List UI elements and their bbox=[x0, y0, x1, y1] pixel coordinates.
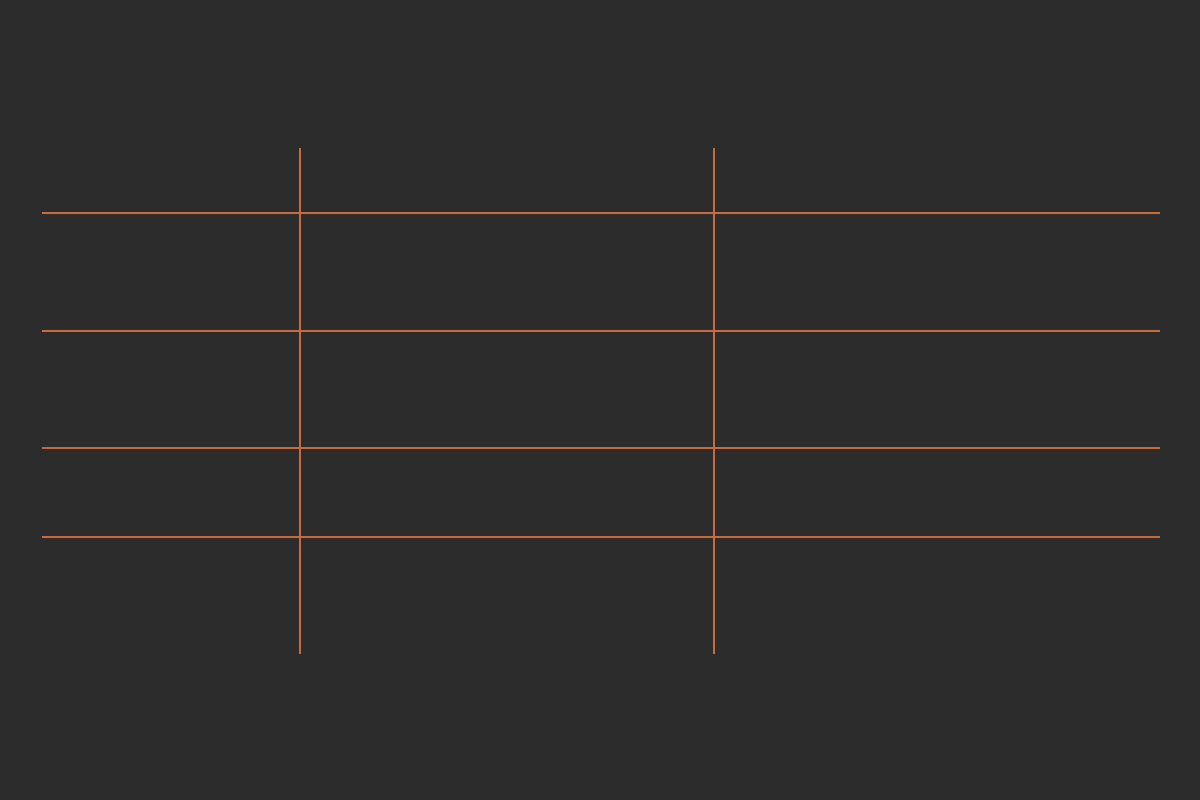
comparison-table bbox=[42, 148, 1160, 654]
row-label-alcohol bbox=[42, 214, 299, 330]
cell-stimulants-after bbox=[715, 538, 1160, 654]
cell-alcohol-before bbox=[301, 214, 713, 330]
row-label-stimulants bbox=[42, 538, 299, 654]
cell-work-after bbox=[715, 332, 1160, 447]
cell-alcohol-after bbox=[715, 214, 1160, 330]
header-after-30 bbox=[715, 148, 1160, 212]
cell-sport-before bbox=[301, 449, 713, 536]
row-label-sport bbox=[42, 449, 299, 536]
row-label-work bbox=[42, 332, 299, 447]
cell-stimulants-before bbox=[301, 538, 713, 654]
cell-sport-after bbox=[715, 449, 1160, 536]
header-before-30 bbox=[301, 148, 713, 212]
cell-work-before bbox=[301, 332, 713, 447]
